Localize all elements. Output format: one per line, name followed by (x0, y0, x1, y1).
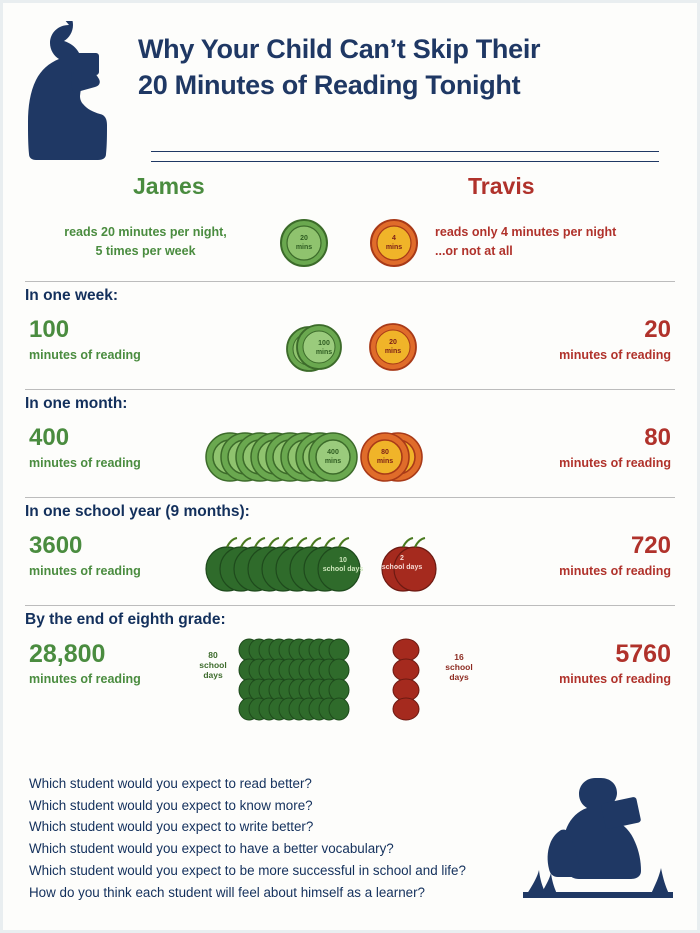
travis-school-year-unit: minutes of reading (559, 564, 671, 578)
james-school-year-label-value: 10 (339, 557, 347, 564)
page-title-line-2: 20 Minutes of Reading Tonight (138, 70, 521, 101)
green-coin-icon (285, 319, 343, 377)
student-name-travis: Travis (468, 173, 535, 199)
travis-eighth-grade-value: 5760 (615, 640, 671, 668)
james-intro-text (33, 223, 258, 261)
section-heading-eighth-grade-label: By the end of eighth grade: (25, 611, 226, 628)
section-heading-week-label: In one week: (25, 287, 119, 304)
question-item: Which student would you expect to write better? (29, 819, 314, 835)
eighth-grade-artwork (185, 635, 545, 721)
james-month-value: 400 (29, 424, 70, 451)
james-eighth-grade-note-value: 80 (208, 650, 218, 660)
question-item: Which student would you expect to read better? (29, 776, 312, 791)
kneeling-reader-silhouette-icon (523, 772, 673, 902)
section-heading-week (25, 281, 675, 311)
title-block (138, 31, 667, 104)
section-row-school-year (25, 527, 675, 605)
week-artwork (185, 311, 545, 389)
question-item: How do you think each student will feel about himself as a learner? (29, 884, 425, 900)
travis-eighth-grade-note-unit: school days (445, 661, 473, 682)
travis-school-year-value: 720 (630, 532, 671, 559)
section-heading-month-label: In one month: (25, 395, 128, 412)
travis-school-year-label-value: 2 (400, 555, 404, 562)
red-apple-column-icon (390, 637, 436, 721)
travis-week-coins (367, 321, 419, 373)
travis-month-coin-unit: mins (376, 458, 394, 465)
james-eighth-grade-note-unit: school days (199, 659, 227, 680)
question-item: Which student would you expect to be more successful in school and life? (29, 862, 466, 878)
section-row-week (25, 311, 675, 389)
james-week-value: 100 (29, 316, 70, 343)
orange-coin-icon (368, 217, 420, 269)
james-intro-coin (278, 217, 330, 269)
student-names-row (3, 173, 697, 215)
james-eighth-grade-apples (237, 637, 367, 721)
travis-intro-text (435, 223, 670, 261)
james-school-year-apples (203, 531, 373, 597)
travis-week-value: 20 (644, 316, 671, 343)
travis-intro-coin-value: 4 (392, 235, 396, 242)
orange-coin-stack-icon (360, 429, 430, 485)
header (3, 3, 697, 173)
travis-intro-coin (368, 217, 420, 269)
intro-row (3, 215, 697, 281)
section-row-month (25, 419, 675, 497)
james-intro-coin-value: 20 (300, 235, 308, 242)
travis-month-coins (360, 429, 430, 485)
student-name-james: James (133, 173, 205, 199)
james-month-coin-value: 400 (327, 449, 339, 456)
james-eighth-grade-unit: minutes of reading (29, 672, 141, 686)
james-month-unit: minutes of reading (29, 456, 141, 470)
question-item: Which student would you expect to have a better vocabulary? (29, 841, 394, 857)
travis-eighth-grade-note (437, 653, 481, 682)
red-apple-icon (375, 531, 445, 597)
section-heading-eighth-grade (25, 605, 675, 635)
james-month-coins (205, 427, 365, 487)
travis-month-coin-value: 80 (381, 449, 389, 456)
travis-eighth-grade-unit: minutes of reading (559, 672, 671, 686)
green-coin-stack-icon (205, 427, 365, 487)
reading-child-silhouette-icon (17, 21, 127, 166)
section-heading-school-year (25, 497, 675, 527)
james-intro-line-2: 5 times per week (95, 243, 196, 258)
james-week-coin-unit: mins (315, 349, 333, 356)
green-coin-icon (278, 217, 330, 269)
james-week-unit: minutes of reading (29, 348, 141, 362)
travis-intro-line-1: reads only 4 minutes per night (435, 225, 617, 239)
james-eighth-grade-note (193, 651, 233, 680)
travis-intro-line-2: ...or not at all (435, 243, 513, 258)
travis-week-unit: minutes of reading (559, 348, 671, 362)
travis-school-year-apples (375, 531, 445, 597)
james-school-year-label-unit: school days (322, 566, 364, 573)
travis-school-year-label-unit: school days (381, 564, 423, 571)
title-divider-top (151, 151, 659, 152)
section-heading-month (25, 389, 675, 419)
travis-intro-coin-unit: mins (385, 244, 403, 251)
section-heading-school-year-label: In one school year (9 months): (25, 503, 250, 520)
month-artwork (185, 419, 545, 497)
travis-month-unit: minutes of reading (559, 456, 671, 470)
james-week-coins (285, 319, 343, 377)
title-divider-bottom (151, 161, 659, 162)
travis-eighth-grade-note-value: 16 (454, 652, 464, 662)
travis-week-coin-unit: mins (384, 348, 402, 355)
james-intro-line-1: reads 20 minutes per night, (64, 225, 227, 239)
james-school-year-value: 3600 (29, 532, 83, 559)
travis-week-coin-value: 20 (389, 339, 397, 346)
travis-month-value: 80 (644, 424, 671, 451)
orange-coin-icon (367, 321, 419, 373)
green-apple-grid-icon (237, 637, 367, 721)
question-item: Which student would you expect to know more? (29, 797, 313, 813)
james-intro-coin-unit: mins (295, 244, 313, 251)
green-apple-row-icon (203, 531, 373, 597)
james-school-year-unit: minutes of reading (29, 564, 141, 578)
travis-eighth-grade-apples (390, 637, 436, 721)
page-title-line-1: Why Your Child Can’t Skip Their (138, 34, 541, 64)
james-month-coin-unit: mins (324, 458, 342, 465)
james-eighth-grade-value: 28,800 (29, 640, 106, 668)
school-year-artwork (185, 527, 545, 605)
questions-list (29, 773, 549, 903)
section-row-eighth-grade (25, 635, 675, 721)
james-week-coin-value: 100 (318, 340, 330, 347)
